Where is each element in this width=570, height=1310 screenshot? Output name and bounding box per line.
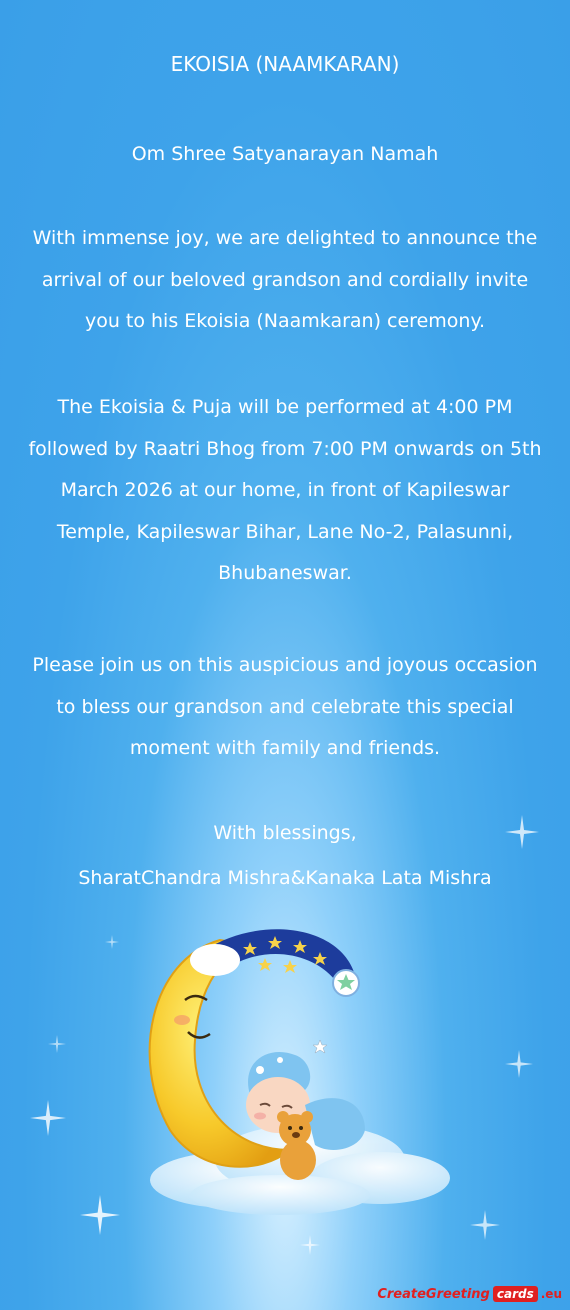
moon-baby-illustration: [110, 920, 490, 1220]
blessing-line: With blessings,: [213, 822, 357, 844]
sparkle-icon: [505, 815, 539, 849]
logo-text-domain: .eu: [540, 1287, 562, 1301]
createtreetingcards-logo[interactable]: [377, 1286, 562, 1302]
sparkle-icon: [300, 1235, 320, 1255]
sparkle-icon: [48, 1035, 66, 1053]
logo-text: CreateGreeting: [377, 1286, 490, 1302]
signature-line: SharatChandra Mishra&Kanaka Lata Mishra: [78, 867, 492, 889]
sparkle-icon: [505, 1050, 533, 1078]
invitation-paragraph: Please join us on this auspicious and joyous occasion to bless our grandson and celebrate this special moment with family and friends.: [32, 654, 538, 759]
logo-text-badge: cards: [493, 1286, 538, 1302]
card-title: EKOISIA (NAAMKARAN): [170, 52, 400, 76]
sparkle-icon: [30, 1100, 66, 1136]
event-details-paragraph: The Ekoisia & Puja will be performed at 4:00 PM followed by Raatri Bhog from 7:00 PM onwards on 5th March 2026 at our home, in front of Kapileswar Temple, Kapileswar Bihar, Lane No-2, Palasunni, Bhubaneswar.: [28, 396, 542, 584]
invocation-line: Om Shree Satyanarayan Namah: [131, 143, 439, 165]
announcement-paragraph: With immense joy, we are delighted to announce the arrival of our beloved grandson and cordially invite you to his Ekoisia (Naamkaran) ceremony.: [32, 227, 538, 332]
